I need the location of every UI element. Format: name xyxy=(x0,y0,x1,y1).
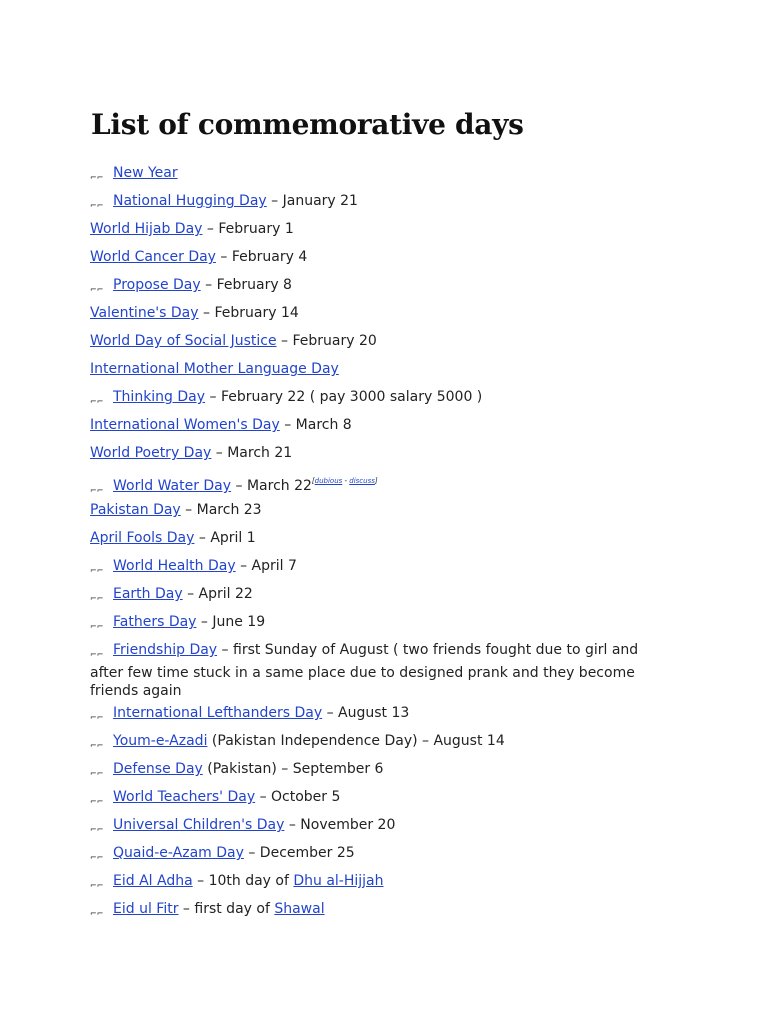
day-link[interactable]: World Health Day xyxy=(113,558,236,574)
list-item xyxy=(90,192,670,215)
list-item xyxy=(90,900,670,923)
bullet-arrow-icon: ⌐⌐ xyxy=(90,397,104,406)
bullet-arrow-icon: ⌐⌐ xyxy=(90,650,104,659)
day-link[interactable]: Valentine's Day xyxy=(90,305,199,321)
list-item xyxy=(90,332,670,350)
dubious-link[interactable]: dubious xyxy=(314,477,343,485)
day-date-text: – November 20 xyxy=(284,817,396,833)
list-item xyxy=(90,732,670,755)
day-date-text: – October 5 xyxy=(255,789,341,805)
list-item xyxy=(90,641,670,700)
day-link[interactable]: World Cancer Day xyxy=(90,249,216,265)
list-item xyxy=(90,585,670,608)
bullet-arrow-icon: ⌐⌐ xyxy=(90,594,104,603)
bullet-arrow-icon: ⌐⌐ xyxy=(90,769,104,778)
bullet-arrow-icon: ⌐⌐ xyxy=(90,741,104,750)
list-item xyxy=(90,760,670,783)
day-link[interactable]: Eid Al Adha xyxy=(113,873,193,889)
citation-bracket-open: [ xyxy=(311,477,315,485)
day-date-text: – March 22 xyxy=(231,478,312,494)
bullet-arrow-icon: ⌐⌐ xyxy=(90,486,104,495)
day-link[interactable]: International Lefthanders Day xyxy=(113,705,323,721)
list-item xyxy=(90,872,670,895)
bullet-arrow-icon: ⌐⌐ xyxy=(90,713,104,722)
day-link[interactable]: April Fools Day xyxy=(90,530,195,546)
list-item xyxy=(90,704,670,727)
day-link[interactable]: Quaid-e-Azam Day xyxy=(113,845,244,861)
list-item xyxy=(90,613,670,636)
day-link[interactable]: World Water Day xyxy=(113,478,232,494)
day-link[interactable]: Defense Day xyxy=(113,761,203,777)
day-date-text: – February 4 xyxy=(215,249,308,265)
bullet-arrow-icon: ⌐⌐ xyxy=(90,285,104,294)
day-link[interactable]: World Hijab Day xyxy=(90,221,203,237)
day-date-text: – April 1 xyxy=(194,530,256,546)
list-item xyxy=(90,276,670,299)
list-item xyxy=(90,844,670,867)
list-item xyxy=(90,472,670,500)
day-date-text: – March 23 xyxy=(180,502,262,518)
list-item xyxy=(90,816,670,839)
month-link[interactable]: Dhu al-Hijjah xyxy=(293,873,384,889)
day-date-text: – March 21 xyxy=(211,445,293,461)
day-link[interactable]: Eid ul Fitr xyxy=(113,901,179,917)
discuss-link[interactable]: discuss xyxy=(349,477,375,485)
list-item xyxy=(90,220,670,238)
day-link[interactable]: Fathers Day xyxy=(113,614,197,630)
day-date-text: – first day of xyxy=(178,901,275,917)
bullet-arrow-icon: ⌐⌐ xyxy=(90,909,104,918)
list-item xyxy=(90,164,670,187)
bullet-arrow-icon: ⌐⌐ xyxy=(90,853,104,862)
citation-note xyxy=(312,477,378,485)
list-item xyxy=(90,501,670,519)
day-date-text: – March 8 xyxy=(279,417,352,433)
day-link[interactable]: Propose Day xyxy=(113,277,201,293)
day-link[interactable]: New Year xyxy=(113,165,178,181)
day-date-text: – August 13 xyxy=(322,705,410,721)
day-date-text: – December 25 xyxy=(243,845,355,861)
citation-separator: - xyxy=(342,477,350,485)
day-date-text: – February 20 xyxy=(276,333,377,349)
day-date-text: – first Sunday of August ( two friends fought due to girl and after few time stuck in a same place due to designed prank and they become friends again xyxy=(90,642,639,699)
day-link[interactable]: International Mother Language Day xyxy=(90,361,339,377)
day-link[interactable]: World Teachers' Day xyxy=(113,789,256,805)
day-link[interactable]: Universal Children's Day xyxy=(113,817,285,833)
day-link[interactable]: Earth Day xyxy=(113,586,183,602)
list-item xyxy=(90,388,670,411)
day-link[interactable]: World Poetry Day xyxy=(90,445,212,461)
day-link[interactable]: Thinking Day xyxy=(113,389,206,405)
bullet-arrow-icon: ⌐⌐ xyxy=(90,881,104,890)
list-item xyxy=(90,529,670,547)
day-link[interactable]: Pakistan Day xyxy=(90,502,181,518)
day-date-text: – February 8 xyxy=(200,277,292,293)
bullet-arrow-icon: ⌐⌐ xyxy=(90,825,104,834)
day-link[interactable]: International Women's Day xyxy=(90,417,280,433)
bullet-arrow-icon: ⌐⌐ xyxy=(90,797,104,806)
day-date-text: (Pakistan Independence Day) – August 14 xyxy=(207,733,505,749)
bullet-arrow-icon: ⌐⌐ xyxy=(90,566,104,575)
day-date-text: – January 21 xyxy=(266,193,358,209)
citation-bracket-close: ] xyxy=(374,477,378,485)
day-date-text: – February 1 xyxy=(202,221,294,237)
list-item xyxy=(90,416,670,434)
day-link[interactable]: Friendship Day xyxy=(113,642,218,658)
day-date-text: – June 19 xyxy=(196,614,266,630)
day-link[interactable]: World Day of Social Justice xyxy=(90,333,277,349)
day-link[interactable]: Youm-e-Azadi xyxy=(113,733,208,749)
list-item xyxy=(90,360,670,378)
list-item xyxy=(90,557,670,580)
list-item xyxy=(90,304,670,322)
month-link[interactable]: Shawal xyxy=(274,901,325,917)
page-title: List of commemorative days xyxy=(91,108,524,141)
list-item xyxy=(90,248,670,266)
day-date-text: (Pakistan) – September 6 xyxy=(202,761,384,777)
day-date-text: – February 14 xyxy=(198,305,299,321)
day-date-text: – February 22 ( pay 3000 salary 5000 ) xyxy=(205,389,483,405)
list-item xyxy=(90,788,670,811)
day-date-text: – April 22 xyxy=(182,586,253,602)
bullet-arrow-icon: ⌐⌐ xyxy=(90,622,104,631)
day-link[interactable]: National Hugging Day xyxy=(113,193,267,209)
day-date-text: – April 7 xyxy=(235,558,297,574)
bullet-arrow-icon: ⌐⌐ xyxy=(90,173,104,182)
list-item xyxy=(90,444,670,462)
day-date-text: – 10th day of xyxy=(192,873,294,889)
bullet-arrow-icon: ⌐⌐ xyxy=(90,201,104,210)
